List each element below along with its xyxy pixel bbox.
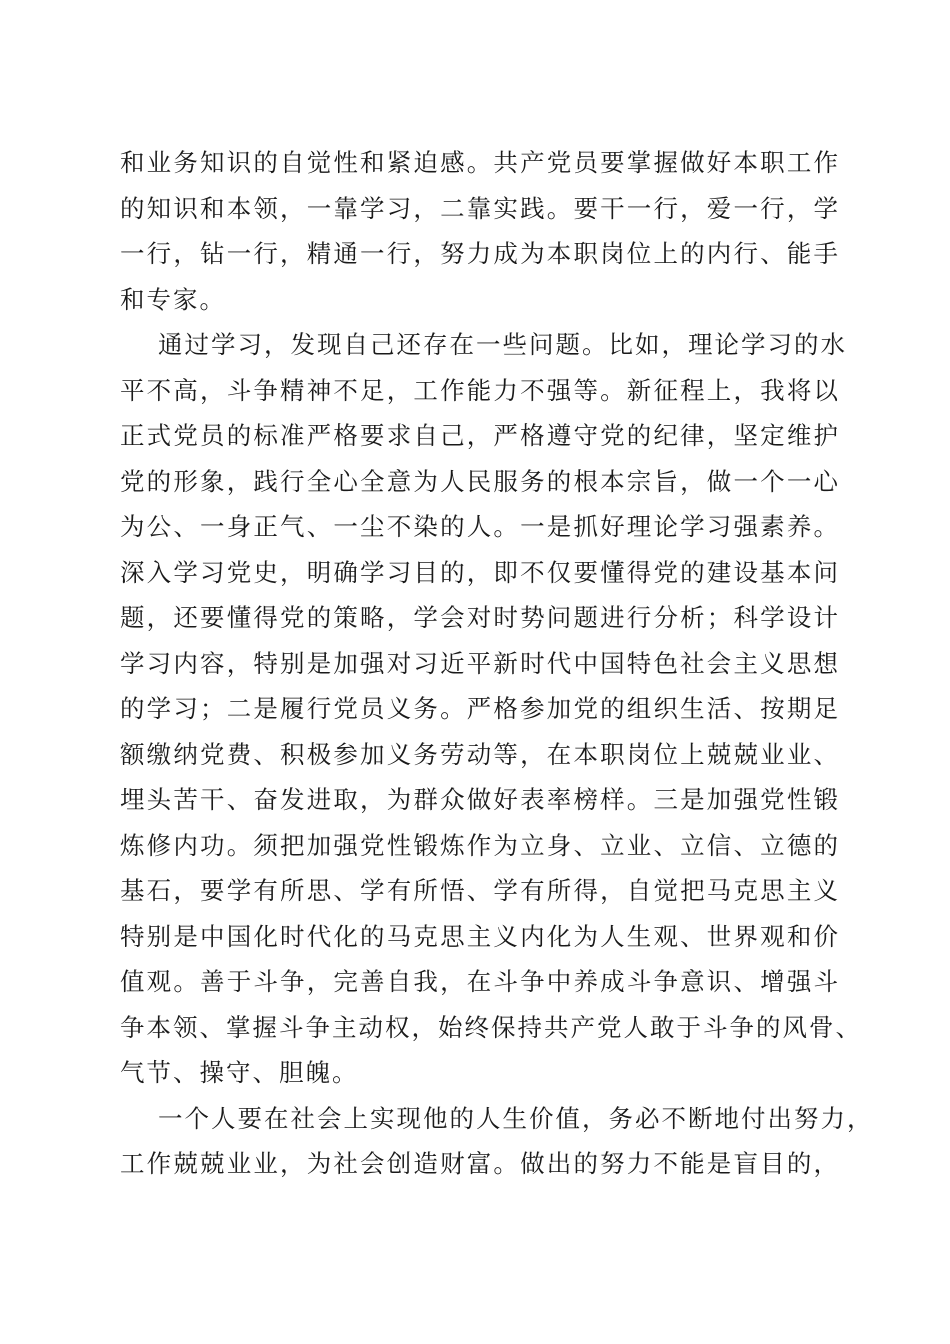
text-line: 埋头苦干、奋发进取，为群众做好表率榜样。三是加强党性锻 — [120, 785, 840, 814]
text-line: 和业务知识的自觉性和紧迫感。共产党员要掌握做好本职工作 — [120, 148, 840, 177]
text-line: 炼修内功。须把加强党性锻炼作为立身、立业、立信、立德的 — [120, 830, 840, 860]
text-line: 工作兢兢业业，为社会创造财富。做出的努力不能是盲目的， — [120, 1149, 840, 1178]
text-line: 通过学习，发现自己还存在一些问题。比如，理论学习的水 — [158, 330, 847, 359]
text-line: 题，还要懂得党的策略，学会对时势问题进行分析；科学设计 — [120, 603, 840, 632]
text-line: 和专家。 — [120, 284, 226, 314]
text-line: 深入学习党史，明确学习目的，即不仅要懂得党的建设基本问 — [120, 557, 840, 587]
text-line: 的学习；二是履行党员义务。严格参加党的组织生活、按期足 — [120, 694, 840, 723]
text-line: 值观。善于斗争，完善自我，在斗争中养成斗争意识、增强斗 — [120, 967, 840, 996]
text-line: 气节、操守、胆魄。 — [120, 1058, 359, 1087]
text-line: 的知识和本领，一靠学习，二靠实践。要干一行，爱一行，学 — [120, 193, 840, 223]
text-line: 为公、一身正气、一尘不染的人。一是抓好理论学习强素养。 — [120, 512, 840, 541]
text-line: 基石，要学有所思、学有所悟、学有所得，自觉把马克思主义 — [120, 876, 840, 905]
text-line: 一行，钻一行，精通一行，努力成为本职岗位上的内行、能手 — [120, 239, 840, 268]
text-line: 正式党员的标准严格要求自己，严格遵守党的纪律，坚定维护 — [120, 421, 840, 450]
text-line: 党的形象，践行全心全意为人民服务的根本宗旨，做一个一心 — [120, 466, 840, 496]
paragraph-1 — [120, 140, 840, 322]
text-line: 额缴纳党费、积极参加义务劳动等，在本职岗位上兢兢业业、 — [120, 739, 840, 769]
text-line: 平不高，斗争精神不足，工作能力不强等。新征程上，我将以 — [120, 375, 840, 405]
text-line: 学习内容，特别是加强对习近平新时代中国特色社会主义思想 — [120, 648, 840, 678]
paragraph-2 — [120, 322, 862, 1096]
text-line: 特别是中国化时代化的马克思主义内化为人生观、世界观和价 — [120, 921, 840, 951]
text-line: 一个人要在社会上实现他的人生价值，务必不断地付出努力， — [158, 1103, 874, 1133]
paragraph-3 — [120, 1096, 874, 1187]
body-text — [120, 140, 874, 1187]
text-line: 争本领、掌握斗争主动权，始终保持共产党人敢于斗争的风骨、 — [120, 1012, 862, 1042]
